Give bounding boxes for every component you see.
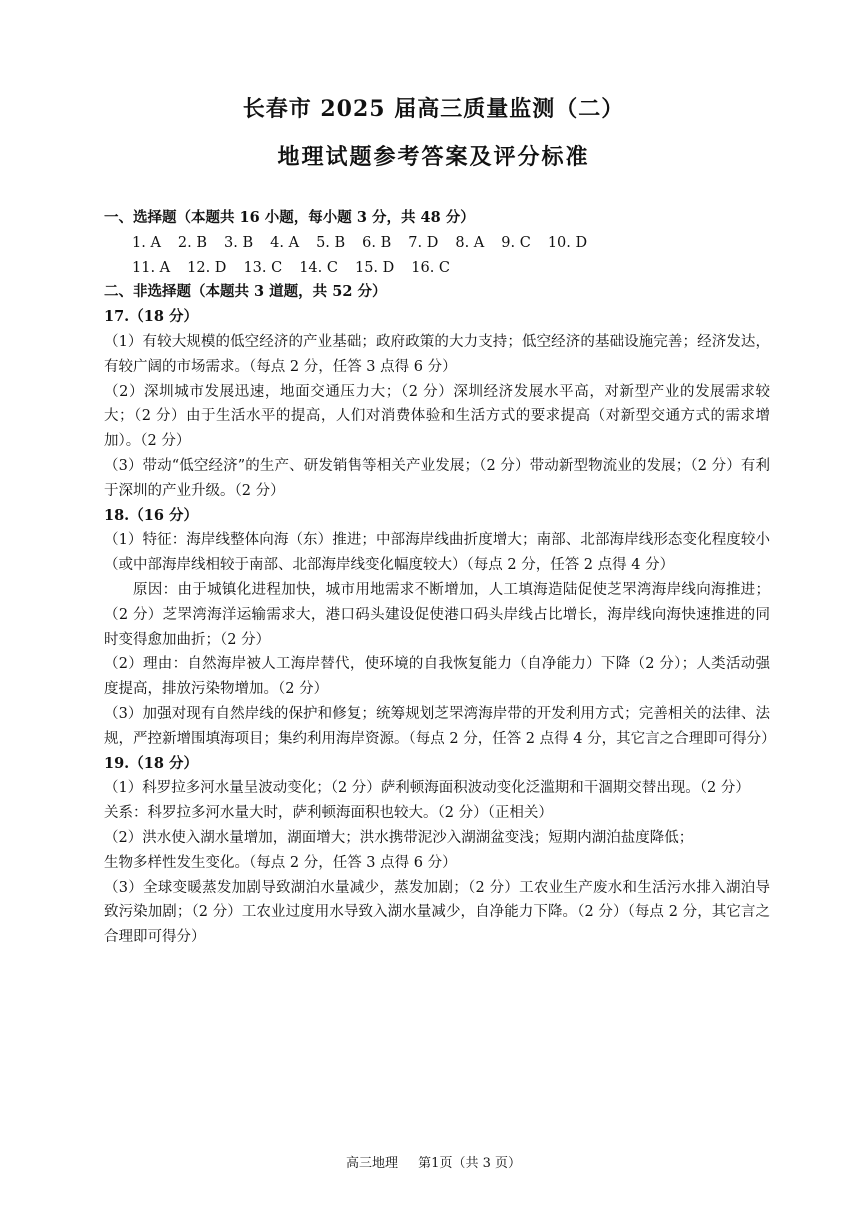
q19-part1: （1）科罗拉多河水量呈波动变化；（2 分）萨利顿海面积波动变化泛滥期和干涸期交替出现。（2 分） [104,780,750,797]
page-footer [0,1152,867,1171]
q17-part2: （2）深圳城市发展迅速，地面交通压力大；（2 分）深圳经济发展水平高，对新型产业的发展需求较大；（2 分）由于生活水平的提高，人们对消费体验和生活方式的要求提高（对新型交通方式的需求增加）。（2 分） [104,383,770,450]
choice-answer: 4. A [270,234,300,251]
q19-relation: 关系：科罗拉多河水量大时，萨利顿海面积也较大。（2 分）（正相关） [104,805,553,822]
choice-answers-row-2 [104,256,770,281]
choice-answer: 15. D [354,259,395,276]
choice-answer: 1. A [132,234,161,251]
choice-answer: 2. B [177,234,208,251]
choice-answer: 10. D [547,234,588,251]
q17-part1: （1）有较大规模的低空经济的产业基础；政府政策的大力支持；低空经济的基础设施完善；经济发达，有较广阔的市场需求。（每点 2 分，任答 3 点得 6 分） [104,333,770,375]
choice-answer: 5. B [316,234,346,251]
q18-reason: 原因：由于城镇化进程加快，城市用地需求不断增加，人工填海造陆促使芝罘湾海岸线向海推进；（2 分）芝罘湾海洋运输需求大，港口码头建设促使港口码头岸线占比增长，海岸线向海快速推进的同时变得愈加曲折；（2 分） [104,581,770,648]
q17-title: 17.（18 分） [104,308,198,326]
q18-title: 18.（16 分） [104,506,198,524]
footer-page-number: 第1页（共 3 页） [418,1156,521,1171]
choice-answer: 9. C [501,234,531,251]
choice-answer: 11. A [132,259,171,276]
q18-part1: （1）特征：海岸线整体向海（东）推进；中部海岸线曲折度增大；南部、北部海岸线形态变化程度较小（或中部海岸线相较于南部、北部海岸线变化幅度较大）（每点 2 分，任答 2 点得 4 分） [104,532,770,574]
section1-heading: 一、选择题（本题共 16 小题，每小题 3 分，共 48 分） [104,209,475,226]
choice-answer: 14. C [299,259,338,276]
footer-subject: 高三地理 [346,1156,399,1171]
q18-part2: （2）理由：自然海岸被人工海岸替代，使环境的自我恢复能力（自净能力）下降（2 分）；人类活动强度提高，排放污染物增加。（2 分） [104,656,770,698]
choice-answers-row-1 [104,231,770,256]
choice-answer: 3. B [224,234,254,251]
q17-part3: （3）带动“低空经济”的生产、研发销售等相关产业发展；（2 分）带动新型物流业的发展；（2 分）有利于深圳的产业升级。（2 分） [104,457,770,499]
page-subtitle: 地理试题参考答案及评分标准 [277,144,590,170]
choice-answer: 8. A [455,234,485,251]
q19-title: 19.（18 分） [104,754,198,772]
choice-answer: 6. B [362,234,392,251]
section2-heading: 二、非选择题（本题共 3 道题，共 52 分） [104,283,387,301]
choice-answer: 16. C [411,259,451,276]
q19-part3: （3）全球变暖蒸发加剧导致湖泊水量减少，蒸发加剧；（2 分）工农业生产废水和生活污水排入湖泊导致污染加剧；（2 分）工农业过度用水导致入湖水量减少，自净能力下降。（2 分）（每点 2 分，其它言之合理即可得分） [104,879,770,946]
answer-content [104,206,776,950]
choice-answer: 12. D [187,259,227,276]
page-title: 长春市 2025 届高三质量监测（二） [242,96,625,122]
q19-part2: （2）洪水使入湖水量增加，湖面增大；洪水携带泥沙入湖湖盆变浅；短期内湖泊盐度降低； [104,829,694,846]
choice-answer: 7. D [408,234,439,251]
q19-part2-cont: 生物多样性发生变化。（每点 2 分，任答 3 点得 6 分） [104,854,457,871]
q18-part3: （3）加强对现有自然岸线的保护和修复；统筹规划芝罘湾海岸带的开发利用方式；完善相关的法律、法规，严控新增围填海项目；集约利用海岸资源。（每点 2 分，任答 2 点得 4 分，其它言之合理即可得分） [104,705,776,747]
choice-answer: 13. C [243,259,283,276]
